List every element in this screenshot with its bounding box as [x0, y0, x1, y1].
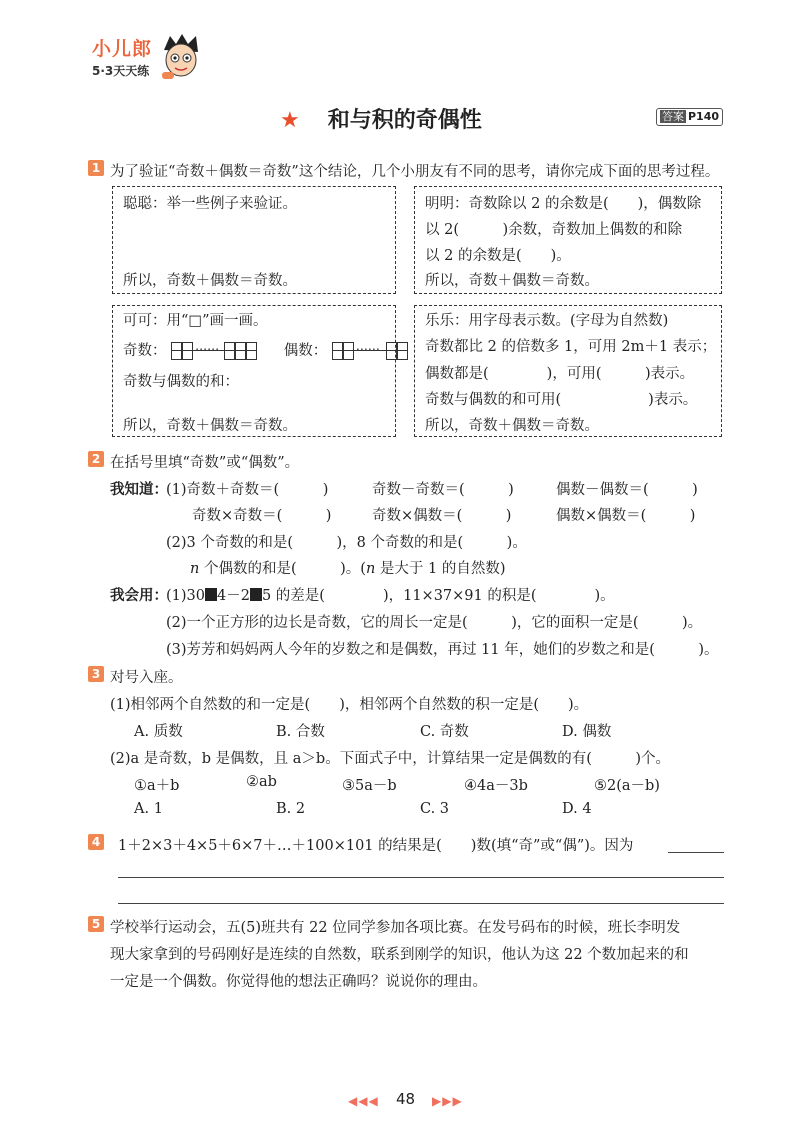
question-number-4: 4: [88, 834, 104, 850]
q4-answer-line-3[interactable]: [118, 903, 724, 904]
q2-row2-item3: 偶数×偶数＝( ): [556, 508, 696, 524]
q3-p1-opt-a: A. 质数: [134, 724, 183, 740]
brand-logo: [84, 30, 206, 86]
q3-expr-1: ①a＋b: [134, 778, 180, 794]
series-name: 5·3天天练: [92, 64, 150, 78]
odd-label: 奇数：: [123, 343, 167, 359]
brand-name: 小儿郎: [92, 38, 153, 60]
q2-prompt: 在括号里填“奇数”或“偶数”。: [110, 455, 300, 471]
even-dots: ……: [355, 339, 380, 353]
even-label: 偶数：: [283, 343, 328, 359]
q3-p2-opt-b: B. 2: [276, 801, 306, 817]
lele-line4: 奇数与偶数的和可用( )表示。: [425, 392, 698, 408]
next-page-arrows[interactable]: ▶▶▶: [432, 1094, 463, 1108]
q3-p1-opt-d: D. 偶数: [562, 724, 612, 740]
q3-expr-2: ②ab: [246, 774, 277, 790]
odd-dots: ……: [195, 339, 220, 353]
q2-row1-item3: 偶数－偶数＝( ): [556, 482, 698, 498]
question-number-5: 5: [88, 916, 104, 932]
q2-use-2: (2)一个正方形的边长是奇数，它的周长一定是( )，它的面积一定是( )。: [166, 615, 703, 631]
q2-use-label: 我会用：: [110, 588, 168, 604]
q3-p1-opt-b: B. 合数: [276, 724, 325, 740]
q3-part2: (2)a 是奇数，b 是偶数，且 a＞b。下面式子中，计算结果一定是偶数的有( )个。: [110, 751, 671, 767]
q1-box-keke: [112, 305, 396, 437]
u1-part-a: (1)30: [166, 588, 205, 604]
answer-reference: [656, 108, 723, 126]
q3-expr-4: ④4a－3b: [464, 778, 528, 794]
q3-expr-5: ⑤2(a－b): [594, 778, 660, 794]
q2-row2-item2: 奇数×偶数＝( ): [372, 508, 512, 524]
ming-line4: 所以，奇数＋偶数＝奇数。: [425, 273, 599, 289]
q2-use-3: (3)芳芳和妈妈两人今年的岁数之和是偶数，再过 11 年，她们的岁数之和是( )。: [166, 642, 719, 658]
odd-square-grid: [171, 339, 257, 360]
q1-prompt: 为了验证“奇数＋偶数＝奇数”这个结论，几个小朋友有不同的思考，请你完成下面的思考过程。: [110, 164, 720, 180]
cong-line2: 所以，奇数＋偶数＝奇数。: [123, 273, 297, 289]
q4-answer-line-2[interactable]: [118, 877, 724, 878]
question-number-3: 3: [88, 666, 104, 682]
cong-line1: 聪聪：举一些例子来验证。: [123, 196, 297, 212]
q3-p2-opt-d: D. 4: [562, 801, 592, 817]
lele-line2: 奇数都比 2 的倍数多 1，可用 2m＋1 表示；: [425, 339, 717, 355]
q1-box-mingming: [414, 186, 722, 294]
q2-know-label: 我知道：: [110, 482, 168, 498]
blank-square: [250, 588, 262, 601]
blank-square: [205, 588, 217, 601]
keke-line1: 可可：用“□”画一画。: [123, 313, 268, 329]
k2b-text: 个偶数的和是( )。(: [199, 561, 366, 577]
even-square-grid: [332, 339, 408, 360]
q3-expr-3: ③5a－b: [342, 778, 397, 794]
question-number-1: 1: [88, 160, 104, 176]
question-number-2: 2: [88, 451, 104, 467]
page-title: [280, 103, 482, 134]
prev-page-arrows[interactable]: ◀◀◀: [348, 1094, 379, 1108]
lele-line1: 乐乐：用字母表示数。(字母为自然数): [425, 313, 669, 329]
q4-text: 1＋2×3＋4×5＋6×7＋…＋100×101 的结果是( )数(填“奇”或“偶”)。因为: [118, 838, 634, 854]
q5-line3: 一定是一个偶数。你觉得他的想法正确吗？说说你的理由。: [110, 974, 487, 990]
answer-label: 答案: [662, 110, 684, 123]
keke-odd-row: [123, 339, 408, 360]
star-icon: ★: [280, 108, 300, 133]
q3-p1-opt-c: C. 奇数: [420, 724, 469, 740]
answer-page: P140: [688, 110, 720, 123]
q2-row1-item1: (1)奇数＋奇数＝( ): [166, 482, 329, 498]
q5-line1: 学校举行运动会，五(5)班共有 22 位同学参加各项比赛。在发号码布的时候，班长李明发: [110, 920, 681, 936]
ming-line2: 以 2( )余数，奇数加上偶数的和除: [425, 222, 683, 238]
keke-line4: 所以，奇数＋偶数＝奇数。: [123, 418, 297, 434]
title-text: 和与积的奇偶性: [327, 108, 482, 133]
q4-answer-line[interactable]: [668, 852, 724, 853]
mascot-icon: [160, 32, 202, 80]
q2-know-2a: (2)3 个奇数的和是( )，8 个奇数的和是( )。: [166, 535, 527, 551]
q1-box-congcong: [112, 186, 396, 294]
q3-p2-opt-c: C. 3: [420, 801, 450, 817]
page-number: 48: [396, 1090, 416, 1108]
q3-p2-opt-a: A. 1: [134, 801, 163, 817]
ming-line1: 明明：奇数除以 2 的余数是( )，偶数除: [425, 196, 702, 212]
k2b-tail: 是大于 1 的自然数): [375, 561, 506, 577]
q5-line2: 现大家拿到的号码刚好是连续的自然数，联系到刚学的知识，他认为这 22 个数加起来的和: [110, 947, 689, 963]
q2-know-2b: [190, 557, 506, 578]
q2-use-1: [166, 584, 615, 605]
var-n-2: n: [365, 561, 376, 577]
var-n: n: [190, 561, 200, 577]
lele-line5: 所以，奇数＋偶数＝奇数。: [425, 418, 599, 434]
u1-part-b: 4－2: [217, 588, 250, 604]
u1-part-c: 5 的差是( )，11×37×91 的积是( )。: [261, 588, 615, 604]
keke-line3: 奇数与偶数的和：: [123, 374, 239, 390]
lele-line3: 偶数都是( )，可用( )表示。: [425, 366, 695, 382]
q3-part1: (1)相邻两个自然数的和一定是( )，相邻两个自然数的积一定是( )。: [110, 697, 589, 713]
ming-line3: 以 2 的余数是( )。: [425, 248, 571, 264]
q1-box-lele: [414, 305, 722, 437]
q2-row2-item1: 奇数×奇数＝( ): [192, 508, 332, 524]
q3-prompt: 对号入座。: [110, 670, 183, 686]
q2-row1-item2: 奇数－奇数＝( ): [372, 482, 514, 498]
